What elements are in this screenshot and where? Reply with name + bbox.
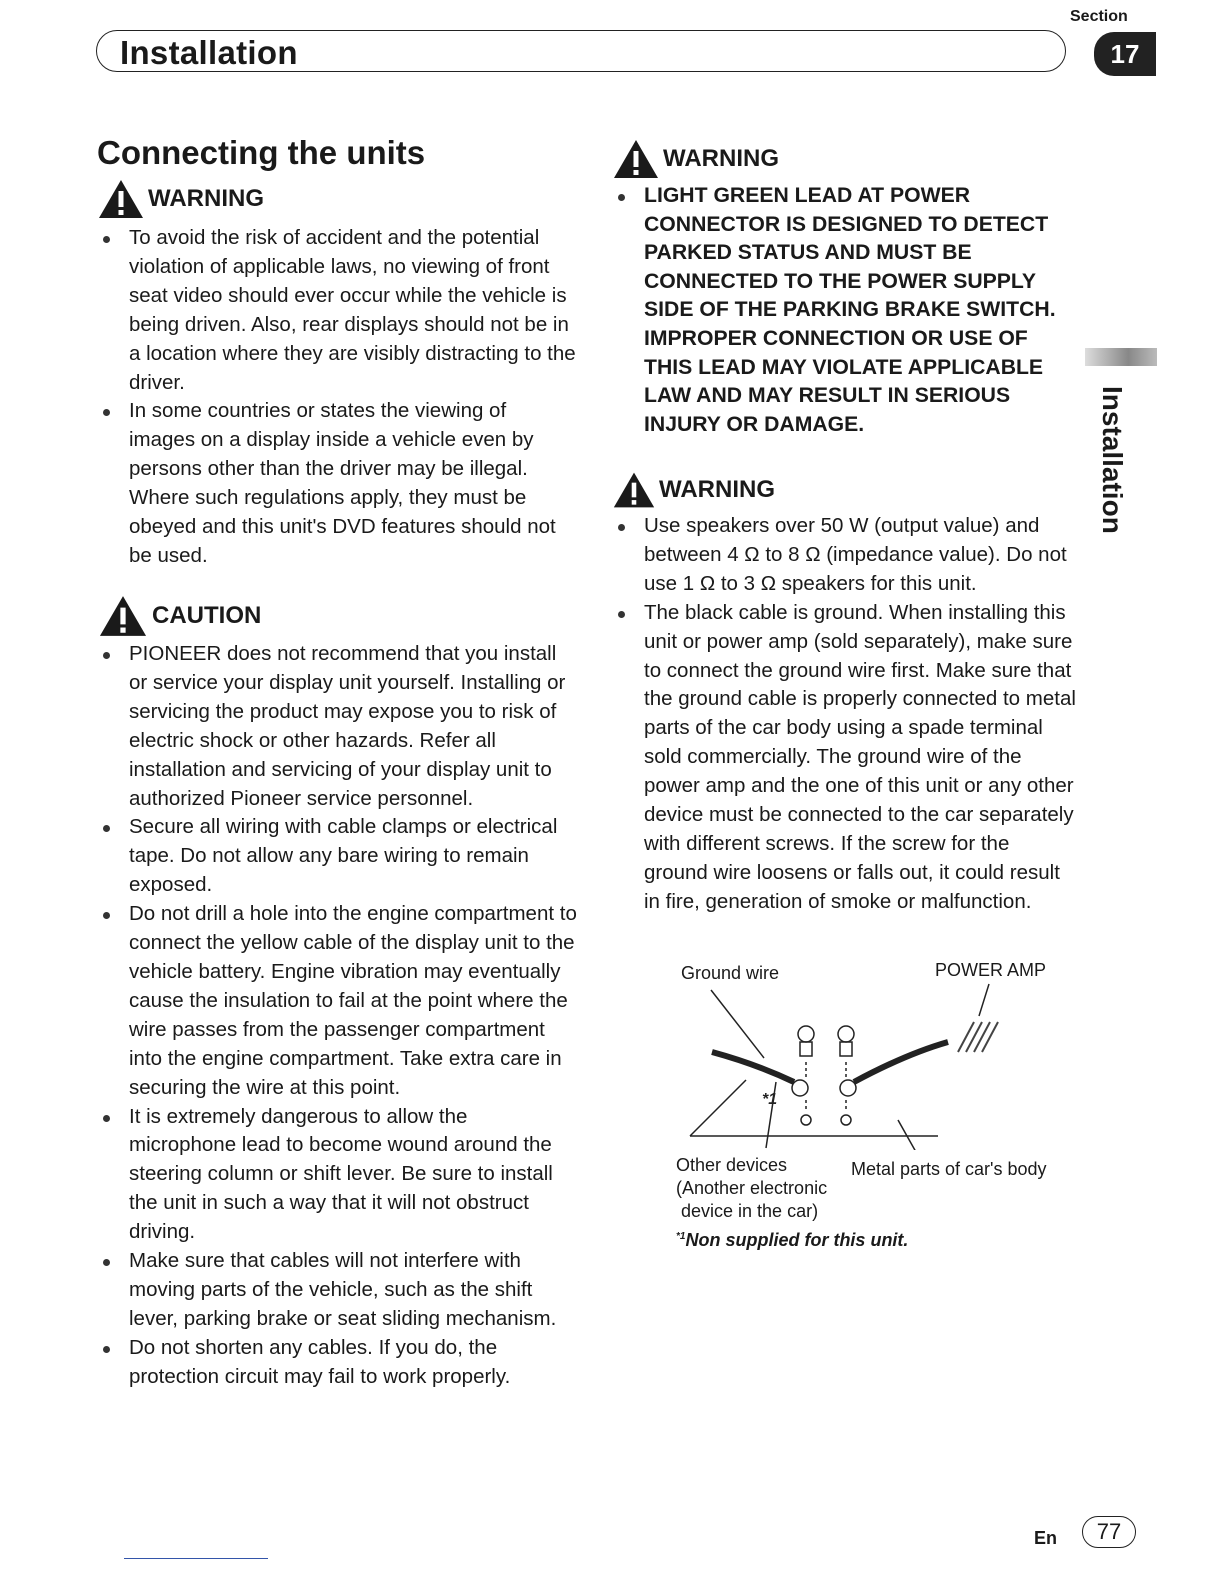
warning-list xyxy=(612,512,1077,917)
list-item: PIONEER does not recommend that you install or service your display unit yourself. Installing or servicing the product may expose you to risk of electric shock or other hazards. Refer all installation and servicing of your display unit to authorized Pioneer service personnel. xyxy=(97,640,577,813)
ground-wire-label: Ground wire xyxy=(681,963,780,983)
list-item: Use speakers over 50 W (output value) and between 4 Ω to 8 Ω (impedance value). Do not use 1 Ω to 3 Ω speakers for this unit. xyxy=(612,512,1077,599)
footnote-text: Non supplied for this unit. xyxy=(685,1230,909,1250)
list-item: In some countries or states the viewing of images on a display inside a vehicle even by persons other than the driver may be illegal. Where such regulations apply, they must be obeyed and this unit's DVD features should not be used. xyxy=(97,397,577,570)
header-title: Installation xyxy=(120,34,298,71)
warning-triangle-icon xyxy=(97,178,145,220)
caution-title: CAUTION xyxy=(152,602,262,629)
warning-title: WARNING xyxy=(148,185,264,212)
warning-heading xyxy=(612,470,1077,510)
section-number-badge: 17 xyxy=(1094,32,1156,76)
list-item: LIGHT GREEN LEAD AT POWER CONNECTOR IS DESIGNED TO DETECT PARKED STATUS AND MUST BE CONNECTED TO THE POWER SUPPLY SIDE OF THE PARKING BRAKE SWITCH. IMPROPER CONNECTION OR USE OF THIS LEAD MAY VIOLATE APPLICABLE LAW AND MAY RESULT IN SERIOUS INJURY OR DAMAGE. xyxy=(612,182,1077,439)
warning-title: WARNING xyxy=(659,476,775,503)
caution-block xyxy=(97,594,577,1392)
other-devices-line: Other devices xyxy=(676,1155,788,1175)
power-amp-label: POWER AMP xyxy=(935,960,1047,980)
footer-rule xyxy=(124,1558,268,1559)
list-item: Do not shorten any cables. If you do, the protection circuit may fail to work properly. xyxy=(97,1334,577,1392)
caution-list xyxy=(97,640,577,1392)
warning-list xyxy=(612,182,1077,439)
page-number: 77 xyxy=(1082,1516,1136,1548)
warning-triangle-icon xyxy=(612,470,656,510)
metal-parts-label: Metal parts of car's body xyxy=(851,1159,1047,1179)
footnote xyxy=(676,1230,908,1251)
side-tab-label: Installation xyxy=(1097,386,1128,534)
warning-title: WARNING xyxy=(663,145,779,172)
warning-block-right-2 xyxy=(612,470,1077,917)
other-devices-label xyxy=(676,1154,827,1223)
list-item: Make sure that cables will not interfere with moving parts of the vehicle, such as the shift lever, parking brake or seat sliding mechanism. xyxy=(97,1247,577,1334)
list-item: The black cable is ground. When installing this unit or power amp (sold separately), make sure to connect the ground wire first. Make sure that the ground cable is properly connected to metal parts of the car body using a spade terminal sold commercially. The ground wire of the power amp and the one of this unit or any other device must be connected to the car separately with different screws. If the screw for the ground wire loosens or falls out, it could result in fire, generation of smoke or malfunction. xyxy=(612,599,1077,917)
list-item: Do not drill a hole into the engine compartment to connect the yellow cable of the display unit to the vehicle battery. Engine vibration may eventually cause the insulation to fail at the point where the wire passes from the passenger compartment into the engine compartment. Take extra care in securing the wire at this point. xyxy=(97,900,577,1102)
ground-wire-diagram xyxy=(676,982,1016,1150)
warning-block-right-1 xyxy=(612,138,1077,439)
warning-block-left xyxy=(97,178,577,571)
caution-triangle-icon xyxy=(97,594,149,638)
page-title: Connecting the units xyxy=(97,134,426,171)
warning-list xyxy=(97,224,577,571)
warning-triangle-icon xyxy=(612,138,660,180)
other-devices-line: (Another electronic xyxy=(676,1178,828,1198)
list-item: It is extremely dangerous to allow the microphone lead to become wound around the steering column or shift lever. Be sure to install the unit in such a way that it will not obstruct driving. xyxy=(97,1103,577,1248)
warning-heading xyxy=(612,138,1077,180)
other-devices-line: device in the car) xyxy=(681,1201,819,1221)
section-label: Section xyxy=(1070,8,1128,25)
list-item: Secure all wiring with cable clamps or electrical tape. Do not allow any bare wiring to remain exposed. xyxy=(97,813,577,900)
list-item: To avoid the risk of accident and the potential violation of applicable laws, no viewing of front seat video should ever occur while the vehicle is being driven. Also, rear displays should not be in a location where they are visibly distracting to the driver. xyxy=(97,224,577,397)
side-tab-bar xyxy=(1085,348,1157,366)
footer-language: En xyxy=(1034,1528,1058,1548)
footnote-mark: *1 xyxy=(676,1231,686,1242)
marker-label: *1 xyxy=(762,1091,778,1108)
caution-heading xyxy=(97,594,577,638)
warning-heading xyxy=(97,178,577,220)
